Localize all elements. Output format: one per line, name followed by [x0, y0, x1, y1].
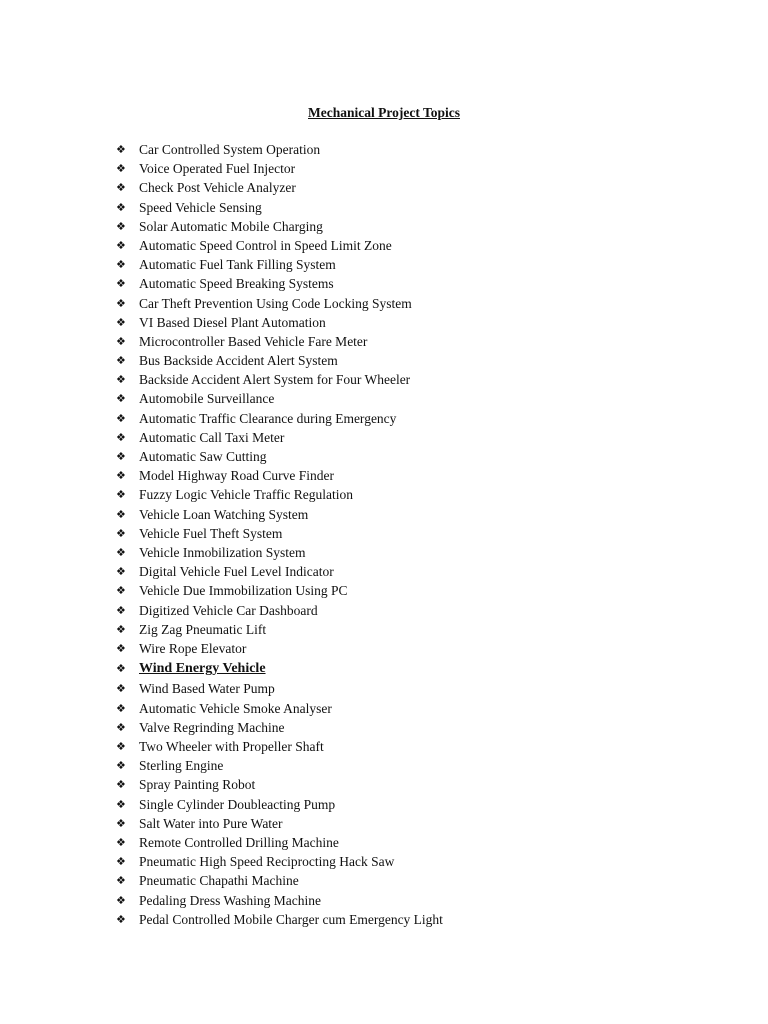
topic-text: Salt Water into Pure Water: [139, 815, 283, 831]
four-diamond-bullet-icon: ❖: [116, 740, 126, 754]
four-diamond-bullet-icon: ❖: [116, 162, 126, 176]
topic-text: Microcontroller Based Vehicle Fare Meter: [139, 333, 368, 349]
topic-text: Automatic Fuel Tank Filling System: [139, 257, 336, 273]
four-diamond-bullet-icon: ❖: [116, 893, 126, 907]
four-diamond-bullet-icon: ❖: [116, 296, 126, 310]
four-diamond-bullet-icon: ❖: [116, 315, 126, 329]
four-diamond-bullet-icon: ❖: [116, 411, 126, 425]
four-diamond-bullet-icon: ❖: [116, 392, 126, 406]
topic-text: Car Controlled System Operation: [139, 142, 321, 157]
four-diamond-bullet-icon: ❖: [116, 641, 126, 655]
topic-text: Automatic Traffic Clearance during Emergency: [139, 410, 397, 426]
topic-text: VI Based Diesel Plant Automation: [139, 314, 326, 330]
four-diamond-bullet-icon: ❖: [116, 373, 126, 387]
four-diamond-bullet-icon: ❖: [116, 143, 126, 156]
topic-text: Automatic Call Taxi Meter: [139, 429, 285, 445]
four-diamond-bullet-icon: ❖: [116, 701, 126, 715]
four-diamond-bullet-icon: ❖: [116, 855, 126, 869]
four-diamond-bullet-icon: ❖: [116, 238, 126, 252]
four-diamond-bullet-icon: ❖: [116, 469, 126, 483]
four-diamond-bullet-icon: ❖: [116, 354, 126, 368]
topic-text: Solar Automatic Mobile Charging: [139, 218, 323, 234]
topic-text: Two Wheeler with Propeller Shaft: [139, 739, 324, 755]
four-diamond-bullet-icon: ❖: [116, 545, 126, 559]
four-diamond-bullet-icon: ❖: [116, 430, 126, 444]
topic-text: Speed Vehicle Sensing: [139, 199, 262, 215]
four-diamond-bullet-icon: ❖: [116, 720, 126, 734]
topic-text: Remote Controlled Drilling Machine: [139, 834, 339, 850]
four-diamond-bullet-icon: ❖: [116, 835, 126, 849]
topic-text: Automobile Surveillance: [139, 391, 275, 407]
four-diamond-bullet-icon: ❖: [116, 219, 126, 233]
topic-text: Pedaling Dress Washing Machine: [139, 892, 322, 908]
four-diamond-bullet-icon: ❖: [116, 816, 126, 830]
topic-text: Wire Rope Elevator: [139, 640, 247, 656]
four-diamond-bullet-icon: ❖: [116, 488, 126, 502]
topic-text: Model Highway Road Curve Finder: [139, 468, 334, 484]
topic-text: Vehicle Fuel Theft System: [139, 525, 283, 541]
topic-text: Automatic Speed Control in Speed Limit Zone: [139, 237, 392, 253]
topic-text: Bus Backside Accident Alert System: [139, 353, 338, 369]
four-diamond-bullet-icon: ❖: [116, 258, 126, 272]
topic-text: Vehicle Due Immobilization Using PC: [139, 583, 348, 599]
topic-text: Check Post Vehicle Analyzer: [139, 180, 296, 196]
topic-text: Vehicle Inmobilization System: [139, 544, 306, 560]
topic-text: Pedal Controlled Mobile Charger cum Emergency Light: [139, 911, 443, 927]
four-diamond-bullet-icon: ❖: [116, 797, 126, 811]
four-diamond-bullet-icon: ❖: [116, 759, 126, 773]
topic-text: Fuzzy Logic Vehicle Traffic Regulation: [139, 487, 353, 503]
topic-text: Automatic Saw Cutting: [139, 449, 267, 464]
topic-text: Vehicle Loan Watching System: [139, 506, 309, 522]
topic-text: Sterling Engine: [139, 758, 224, 774]
topic-text: Digitized Vehicle Car Dashboard: [139, 602, 318, 618]
four-diamond-bullet-icon: ❖: [116, 565, 126, 579]
topic-text: Zig Zag Pneumatic Lift: [139, 621, 267, 637]
four-diamond-bullet-icon: ❖: [116, 682, 126, 696]
topic-text: Pneumatic Chapathi Machine: [139, 873, 299, 889]
four-diamond-bullet-icon: ❖: [116, 507, 126, 521]
topic-text: Spray Painting Robot: [139, 777, 256, 793]
four-diamond-bullet-icon: ❖: [116, 334, 126, 348]
four-diamond-bullet-icon: ❖: [116, 912, 126, 926]
topic-text: Digital Vehicle Fuel Level Indicator: [139, 564, 334, 580]
topic-text: Valve Regrinding Machine: [139, 719, 285, 735]
topic-text: Wind Based Water Pump: [139, 681, 275, 697]
topic-text: Backside Accident Alert System for Four Wheeler: [139, 372, 411, 388]
four-diamond-bullet-icon: ❖: [116, 181, 126, 195]
four-diamond-bullet-icon: ❖: [116, 778, 126, 792]
four-diamond-bullet-icon: ❖: [116, 277, 126, 291]
topic-text: Voice Operated Fuel Injector: [139, 161, 296, 177]
four-diamond-bullet-icon: ❖: [116, 874, 126, 888]
page-title: Mechanical Project Topics: [308, 105, 460, 120]
four-diamond-bullet-icon: ❖: [116, 584, 126, 598]
four-diamond-bullet-icon: ❖: [116, 662, 126, 676]
topic-text: Wind Energy Vehicle: [139, 661, 266, 677]
topic-text: Car Theft Prevention Using Code Locking System: [139, 295, 412, 311]
four-diamond-bullet-icon: ❖: [116, 526, 126, 540]
topic-text: Single Cylinder Doubleacting Pump: [139, 796, 336, 812]
four-diamond-bullet-icon: ❖: [116, 603, 126, 617]
topic-text: Pneumatic High Speed Reciprocting Hack Saw: [139, 854, 395, 870]
four-diamond-bullet-icon: ❖: [116, 450, 126, 463]
topic-text: Automatic Speed Breaking Systems: [139, 276, 334, 292]
four-diamond-bullet-icon: ❖: [116, 622, 126, 636]
four-diamond-bullet-icon: ❖: [116, 200, 126, 214]
topic-text: Automatic Vehicle Smoke Analyser: [139, 700, 332, 716]
